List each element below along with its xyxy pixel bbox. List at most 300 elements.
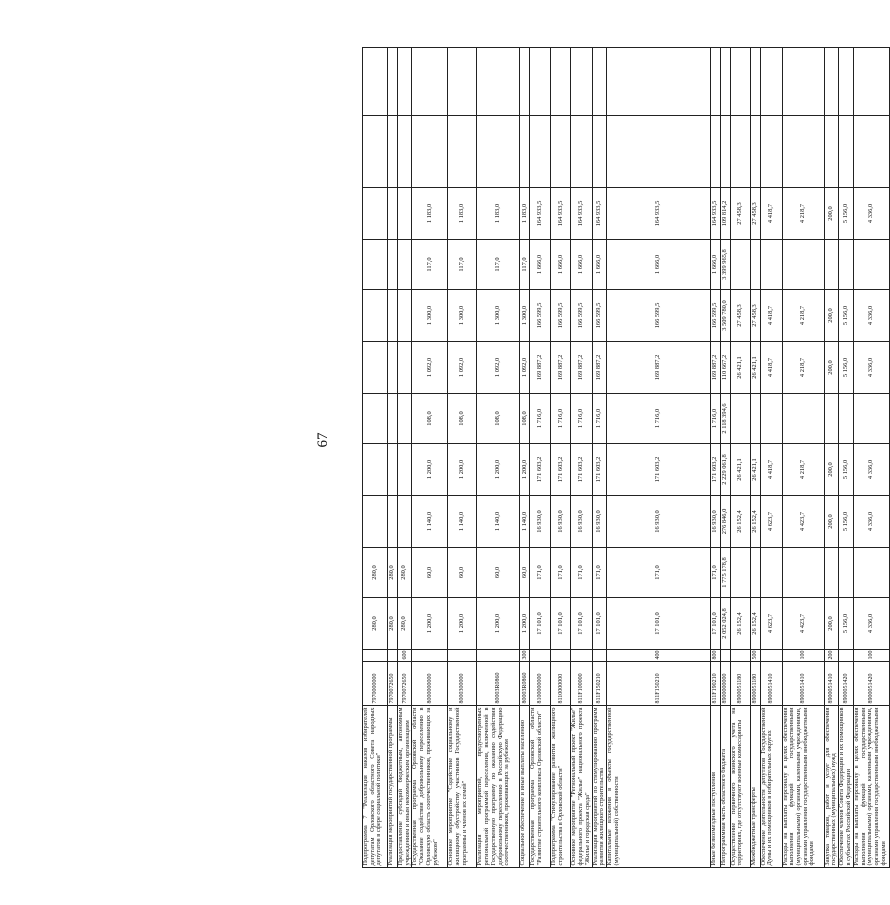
row-name-cell: Обеспечение членов Совета Федерации и их помощников в субъектах Российской Федерации — [838, 707, 852, 866]
row-vr-cell — [730, 650, 750, 662]
row-value-cell — [854, 394, 890, 444]
row-code-cell: 8900051420 — [854, 662, 890, 706]
table-row — [607, 48, 711, 868]
row-value-cell — [607, 48, 711, 116]
row-value-cell — [398, 394, 412, 444]
row-vr-cell: 100 — [854, 650, 890, 662]
row-value-cell — [710, 48, 720, 116]
row-value-cell — [448, 48, 477, 116]
row-value-cell: 280,0 — [363, 598, 388, 650]
row-value-cell: 2 229 061,8 — [720, 444, 730, 496]
row-value-cell: 1 092,0 — [412, 342, 448, 394]
row-value-cell: 4 336,0 — [854, 496, 890, 548]
row-value-cell — [551, 116, 571, 188]
row-value-cell — [750, 394, 760, 444]
row-value-cell — [363, 444, 388, 496]
row-value-cell — [824, 48, 838, 116]
row-value-cell — [854, 116, 890, 188]
row-value-cell: 109 814,2 — [720, 188, 730, 240]
row-value-cell — [398, 240, 412, 290]
row-value-cell: 1 092,0 — [520, 342, 530, 394]
row-value-cell: 1 183,0 — [412, 188, 448, 240]
row-value-cell: 280,0 — [388, 548, 398, 598]
row-value-cell: 200,0 — [824, 444, 838, 496]
row-value-cell: 117,0 — [477, 240, 520, 290]
row-value-cell: 200,0 — [824, 342, 838, 394]
row-value-cell: 171,0 — [710, 548, 720, 598]
table-row — [730, 48, 750, 868]
row-code-cell: 7970072650 — [388, 662, 398, 706]
row-value-cell: 200,0 — [824, 496, 838, 548]
row-value-cell — [398, 48, 412, 116]
row-value-cell: 1 775 178,8 — [720, 548, 730, 598]
row-value-cell — [530, 116, 551, 188]
row-name-cell: Подпрограмма 7 "Реализация наказов избирателей депутатам Орловского областного Совета народных депутатов в сфере социальной политики" — [363, 706, 388, 868]
row-value-cell — [782, 116, 824, 188]
row-value-cell: 4 218,7 — [782, 444, 824, 496]
row-value-cell: 171,0 — [571, 548, 592, 598]
row-value-cell: 1 140,0 — [412, 496, 448, 548]
row-value-cell: 2 118 394,6 — [720, 394, 730, 444]
row-value-cell: 166 599,5 — [571, 290, 592, 342]
row-value-cell: 117,0 — [412, 240, 448, 290]
row-code-cell: 80003R0860 — [520, 662, 530, 706]
row-value-cell: 4 623,7 — [760, 598, 782, 650]
row-value-cell — [720, 116, 730, 188]
row-value-cell: 60,0 — [520, 548, 530, 598]
row-value-cell — [571, 116, 592, 188]
row-code-cell: 8000300000 — [448, 662, 477, 706]
row-name-cell: Предоставление субсидий бюджетным, автономным учреждениям и иным некоммерческим организациям — [397, 707, 411, 866]
row-value-cell — [363, 394, 388, 444]
row-name-cell: Капитальные вложения в объекты государственной (муниципальной) собственности — [607, 706, 711, 868]
row-value-cell: 17 101,0 — [592, 598, 606, 650]
row-name-cell: Социальное обеспечение и иные выплаты населению — [520, 706, 530, 868]
row-value-cell: 4 418,7 — [760, 342, 782, 394]
row-value-cell — [363, 496, 388, 548]
row-value-cell — [854, 548, 890, 598]
row-value-cell — [388, 342, 398, 394]
row-code-cell: 8900051180 — [750, 662, 760, 706]
row-code-cell: 80003R0860 — [477, 662, 520, 706]
row-value-cell: 17 101,0 — [710, 598, 720, 650]
row-value-cell — [388, 394, 398, 444]
row-value-cell — [398, 290, 412, 342]
row-name-cell: Реализация мероприятий государственной программы — [388, 706, 398, 868]
row-value-cell: 164 933,5 — [710, 188, 720, 240]
row-value-cell: 26 152,4 — [750, 598, 760, 650]
row-value-cell — [363, 48, 388, 116]
row-value-cell — [388, 116, 398, 188]
row-value-cell: 1 666,0 — [710, 240, 720, 290]
row-value-cell: 169 887,2 — [710, 342, 720, 394]
row-name-cell: Иные безвозмездные поступления — [710, 706, 720, 868]
row-name-cell: Основное мероприятие "Региональный проект "Жилье" федерального проекта "Жилье" национального проекта "Жилье и городская среда" — [570, 707, 591, 866]
row-value-cell — [592, 116, 606, 188]
row-vr-cell — [592, 650, 606, 662]
row-vr-cell: 600 — [398, 650, 412, 662]
row-value-cell: 1 666,0 — [530, 240, 551, 290]
row-value-cell: 26 421,1 — [750, 444, 760, 496]
row-name-cell: Реализация мероприятий, предусмотренных региональной программой переселения, включенной в Государственную программу по оказанию содействия добровольному переселению в Российскую Федерацию соотечественников, проживающих за рубежом — [477, 706, 520, 868]
row-value-cell — [363, 116, 388, 188]
row-value-cell: 171 603,2 — [710, 444, 720, 496]
row-value-cell: 108,0 — [448, 394, 477, 444]
row-value-cell: 200,0 — [824, 290, 838, 342]
row-value-cell — [730, 240, 750, 290]
row-value-cell: 26 152,4 — [730, 598, 750, 650]
row-value-cell: 16 930,0 — [592, 496, 606, 548]
row-code-cell: 8900051410 — [782, 662, 824, 706]
row-value-cell: 108,0 — [412, 394, 448, 444]
row-value-cell: 166 599,5 — [530, 290, 551, 342]
row-value-cell — [824, 240, 838, 290]
row-value-cell: 1 200,0 — [520, 444, 530, 496]
row-value-cell: 164 933,5 — [571, 188, 592, 240]
row-code-cell: 8900051410 — [760, 662, 782, 706]
row-value-cell: 16 930,0 — [607, 496, 711, 548]
row-value-cell: 4 218,7 — [782, 290, 824, 342]
row-value-cell — [710, 116, 720, 188]
table-row — [839, 48, 854, 868]
row-value-cell: 5 156,0 — [839, 598, 854, 650]
row-code-cell: 811F150210 — [592, 662, 606, 706]
row-value-cell: 1 666,0 — [592, 240, 606, 290]
row-value-cell: 16 930,0 — [530, 496, 551, 548]
row-value-cell — [448, 116, 477, 188]
row-value-cell: 1 200,0 — [520, 598, 530, 650]
row-value-cell: 1 092,0 — [448, 342, 477, 394]
row-vr-cell: 100 — [782, 650, 824, 662]
row-value-cell: 4 418,7 — [760, 444, 782, 496]
row-code-cell: 8900051410 — [824, 662, 838, 706]
row-value-cell: 1 716,0 — [607, 394, 711, 444]
row-value-cell: 16 930,0 — [551, 496, 571, 548]
row-value-cell — [398, 116, 412, 188]
row-value-cell: 108,0 — [477, 394, 520, 444]
row-value-cell: 166 599,5 — [607, 290, 711, 342]
row-value-cell: 1 140,0 — [520, 496, 530, 548]
row-value-cell: 2 052 024,8 — [720, 598, 730, 650]
row-value-cell — [760, 116, 782, 188]
row-value-cell — [592, 48, 606, 116]
table-row — [571, 48, 592, 868]
row-value-cell: 169 887,2 — [592, 342, 606, 394]
row-value-cell: 1 666,0 — [607, 240, 711, 290]
row-value-cell: 171,0 — [551, 548, 571, 598]
row-value-cell — [363, 188, 388, 240]
row-value-cell — [388, 496, 398, 548]
row-value-cell — [730, 116, 750, 188]
row-value-cell — [839, 548, 854, 598]
row-value-cell: 5 156,0 — [839, 444, 854, 496]
row-vr-cell — [412, 650, 448, 662]
row-code-cell: 8900051420 — [839, 662, 854, 706]
row-code-cell: 811F150210 — [607, 662, 711, 706]
row-value-cell — [839, 394, 854, 444]
row-value-cell: 1 200,0 — [448, 598, 477, 650]
row-value-cell: 1 183,0 — [448, 188, 477, 240]
row-value-cell — [388, 240, 398, 290]
row-value-cell: 17 101,0 — [551, 598, 571, 650]
row-value-cell: 17 101,0 — [607, 598, 711, 650]
row-vr-cell — [571, 650, 592, 662]
row-value-cell: 1 200,0 — [477, 598, 520, 650]
row-value-cell — [854, 240, 890, 290]
row-value-cell: 26 421,1 — [730, 444, 750, 496]
row-value-cell — [750, 116, 760, 188]
row-vr-cell: 200 — [824, 650, 838, 662]
budget-table-container — [362, 48, 890, 868]
row-value-cell — [720, 48, 730, 116]
row-value-cell — [412, 116, 448, 188]
row-value-cell — [730, 394, 750, 444]
row-code-cell: 8110000000 — [551, 662, 571, 706]
table-row — [720, 48, 730, 868]
row-value-cell: 16 930,0 — [710, 496, 720, 548]
row-value-cell: 1 666,0 — [551, 240, 571, 290]
row-name-cell: Закупка товаров, работ и услуг для обеспечения государственных (муниципальных) нужд — [823, 707, 838, 866]
row-value-cell — [730, 548, 750, 598]
row-value-cell — [388, 48, 398, 116]
row-value-cell: 171,0 — [592, 548, 606, 598]
row-value-cell: 169 887,2 — [530, 342, 551, 394]
row-value-cell: 26 152,4 — [730, 496, 750, 548]
table-row — [854, 48, 890, 868]
row-value-cell — [398, 342, 412, 394]
row-value-cell: 1 200,0 — [412, 444, 448, 496]
row-value-cell — [363, 342, 388, 394]
row-value-cell: 1 140,0 — [448, 496, 477, 548]
row-value-cell: 4 418,7 — [760, 290, 782, 342]
row-value-cell — [782, 240, 824, 290]
row-value-cell: 1 666,0 — [571, 240, 592, 290]
row-vr-cell — [477, 650, 520, 662]
row-vr-cell: 800 — [710, 650, 720, 662]
row-value-cell: 4 418,7 — [760, 188, 782, 240]
row-value-cell — [750, 240, 760, 290]
row-value-cell: 1 183,0 — [477, 188, 520, 240]
row-value-cell: 1 716,0 — [551, 394, 571, 444]
row-value-cell — [398, 496, 412, 548]
table-body — [363, 48, 890, 868]
table-row — [592, 48, 606, 868]
row-value-cell — [750, 548, 760, 598]
row-value-cell: 3 399 965,8 — [720, 240, 730, 290]
row-value-cell: 1 300,0 — [520, 290, 530, 342]
row-value-cell: 171 603,2 — [607, 444, 711, 496]
table-row — [710, 48, 720, 868]
row-vr-cell: 300 — [520, 650, 530, 662]
row-code-cell: 8900000000 — [720, 662, 730, 706]
row-value-cell: 1 300,0 — [477, 290, 520, 342]
row-value-cell: 171 603,2 — [592, 444, 606, 496]
row-vr-cell — [530, 650, 551, 662]
row-value-cell: 171 603,2 — [530, 444, 551, 496]
row-value-cell: 4 336,0 — [854, 342, 890, 394]
row-value-cell: 164 933,5 — [551, 188, 571, 240]
row-value-cell — [730, 48, 750, 116]
row-value-cell: 60,0 — [412, 548, 448, 598]
row-value-cell: 164 933,5 — [530, 188, 551, 240]
row-value-cell: 171 603,2 — [571, 444, 592, 496]
row-code-cell: 8900051180 — [730, 662, 750, 706]
row-value-cell: 1 716,0 — [710, 394, 720, 444]
table-row — [824, 48, 838, 868]
row-value-cell: 26 421,1 — [730, 342, 750, 394]
table-row — [750, 48, 760, 868]
budget-table — [362, 47, 890, 868]
row-value-cell: 169 887,2 — [607, 342, 711, 394]
row-value-cell — [520, 48, 530, 116]
row-value-cell — [782, 548, 824, 598]
row-value-cell: 1 183,0 — [520, 188, 530, 240]
row-value-cell: 200,0 — [824, 598, 838, 650]
row-value-cell — [824, 548, 838, 598]
row-value-cell — [760, 394, 782, 444]
row-value-cell: 280,0 — [363, 548, 388, 598]
row-value-cell: 164 933,5 — [592, 188, 606, 240]
row-vr-cell — [363, 650, 388, 662]
row-value-cell — [760, 240, 782, 290]
row-name-cell: Осуществление первичного воинского учета на территориях, где отсутствуют военные комиссариаты — [730, 706, 750, 868]
row-value-cell: 4 336,0 — [854, 444, 890, 496]
row-vr-cell: 400 — [607, 650, 711, 662]
row-name-cell: Реализация мероприятий по стимулированию программ развития жилищного строительства — [591, 707, 606, 866]
row-vr-cell — [448, 650, 477, 662]
row-value-cell: 171,0 — [530, 548, 551, 598]
row-value-cell: 117,0 — [448, 240, 477, 290]
row-value-cell: 171,0 — [607, 548, 711, 598]
row-value-cell: 1 716,0 — [592, 394, 606, 444]
row-value-cell: 60,0 — [477, 548, 520, 598]
table-row — [477, 48, 520, 868]
row-value-cell: 108,0 — [520, 394, 530, 444]
row-vr-cell — [720, 650, 730, 662]
row-code-cell: 8000000000 — [412, 662, 448, 706]
row-value-cell: 27 458,3 — [730, 188, 750, 240]
row-value-cell: 27 458,3 — [730, 290, 750, 342]
table-row — [412, 48, 448, 868]
row-value-cell — [363, 240, 388, 290]
row-value-cell: 60,0 — [448, 548, 477, 598]
table-row — [388, 48, 398, 868]
row-value-cell — [363, 290, 388, 342]
row-value-cell — [854, 48, 890, 116]
row-value-cell: 276 846,0 — [720, 496, 730, 548]
row-value-cell — [607, 116, 711, 188]
row-vr-cell — [760, 650, 782, 662]
row-value-cell — [839, 48, 854, 116]
row-value-cell — [571, 48, 592, 116]
row-value-cell — [477, 116, 520, 188]
row-value-cell: 280,0 — [388, 598, 398, 650]
row-value-cell: 1 200,0 — [448, 444, 477, 496]
row-code-cell: 811F100000 — [571, 662, 592, 706]
row-vr-cell: 500 — [750, 650, 760, 662]
row-value-cell — [760, 548, 782, 598]
row-code-cell: 7970072650 — [398, 662, 412, 706]
row-vr-cell — [388, 650, 398, 662]
row-value-cell: 3 509 780,0 — [720, 290, 730, 342]
row-name-cell: Обеспечение деятельности депутатов Государственной Думы и их помощников в избирательных округах — [760, 706, 782, 868]
row-vr-cell — [551, 650, 571, 662]
row-name-cell: Государственная программа Орловской области "Оказание содействия добровольному переселению в Орловскую область соотечественников, проживающих за рубежом" — [412, 706, 448, 868]
row-value-cell: 166 599,5 — [710, 290, 720, 342]
row-value-cell: 27 458,3 — [750, 290, 760, 342]
row-value-cell: 1 092,0 — [477, 342, 520, 394]
row-name-cell: Непрограммная часть областного бюджета — [720, 706, 730, 868]
table-row — [520, 48, 530, 868]
row-value-cell: 166 599,5 — [551, 290, 571, 342]
table-row — [551, 48, 571, 868]
row-value-cell: 171 603,2 — [551, 444, 571, 496]
row-value-cell: 5 156,0 — [839, 342, 854, 394]
row-value-cell: 4 623,7 — [760, 496, 782, 548]
row-value-cell: 4 218,7 — [782, 342, 824, 394]
row-value-cell — [398, 188, 412, 240]
row-value-cell: 16 930,0 — [571, 496, 592, 548]
row-value-cell: 1 716,0 — [530, 394, 551, 444]
row-code-cell: 8100000000 — [530, 662, 551, 706]
row-value-cell: 166 599,5 — [592, 290, 606, 342]
row-value-cell: 4 423,7 — [782, 496, 824, 548]
table-row — [363, 48, 388, 868]
row-value-cell — [398, 444, 412, 496]
row-value-cell: 169 887,2 — [571, 342, 592, 394]
row-value-cell: 1 300,0 — [412, 290, 448, 342]
row-value-cell — [530, 48, 551, 116]
row-value-cell: 1 300,0 — [448, 290, 477, 342]
row-value-cell: 280,0 — [398, 598, 412, 650]
row-value-cell — [388, 444, 398, 496]
row-value-cell: 1 200,0 — [412, 598, 448, 650]
row-value-cell: 1 716,0 — [571, 394, 592, 444]
row-value-cell: 4 336,0 — [854, 598, 890, 650]
row-value-cell — [551, 48, 571, 116]
row-name-cell: Расходы на выплаты персоналу в целях обеспечения выполнения функций государственными (муниципальными) органами, казенными учреждениями, органами управления государственными внебюджетными фондами — [854, 706, 890, 868]
row-value-cell: 4 336,0 — [854, 290, 890, 342]
row-value-cell: 17 101,0 — [571, 598, 592, 650]
row-value-cell — [412, 48, 448, 116]
row-name-cell: Основное мероприятие "Содействие социальному и жилищному обустройству участников Государственной программы и членов их семей" — [448, 706, 477, 868]
row-value-cell — [520, 116, 530, 188]
row-value-cell — [388, 188, 398, 240]
row-value-cell — [477, 48, 520, 116]
row-value-cell: 110 667,2 — [720, 342, 730, 394]
row-value-cell — [782, 48, 824, 116]
table-row — [760, 48, 782, 868]
row-value-cell — [750, 48, 760, 116]
row-value-cell: 5 156,0 — [839, 496, 854, 548]
row-value-cell — [760, 48, 782, 116]
row-code-cell: 7970000000 — [363, 662, 388, 706]
row-value-cell: 5 156,0 — [839, 188, 854, 240]
row-value-cell: 200,0 — [824, 188, 838, 240]
row-value-cell: 4 218,7 — [782, 188, 824, 240]
row-name-cell: Государственная программа Орловской области "Развитие строительного комплекса Орловской области" — [530, 706, 551, 868]
row-value-cell: 169 887,2 — [551, 342, 571, 394]
row-value-cell: 26 152,4 — [750, 496, 760, 548]
row-value-cell: 4 336,0 — [854, 188, 890, 240]
row-value-cell: 1 140,0 — [477, 496, 520, 548]
table-row — [782, 48, 824, 868]
row-name-cell: Межбюджетные трансферты — [750, 706, 760, 868]
row-value-cell: 164 933,5 — [607, 188, 711, 240]
row-value-cell — [839, 240, 854, 290]
page-number: 67 — [315, 432, 331, 448]
row-value-cell: 4 423,7 — [782, 598, 824, 650]
